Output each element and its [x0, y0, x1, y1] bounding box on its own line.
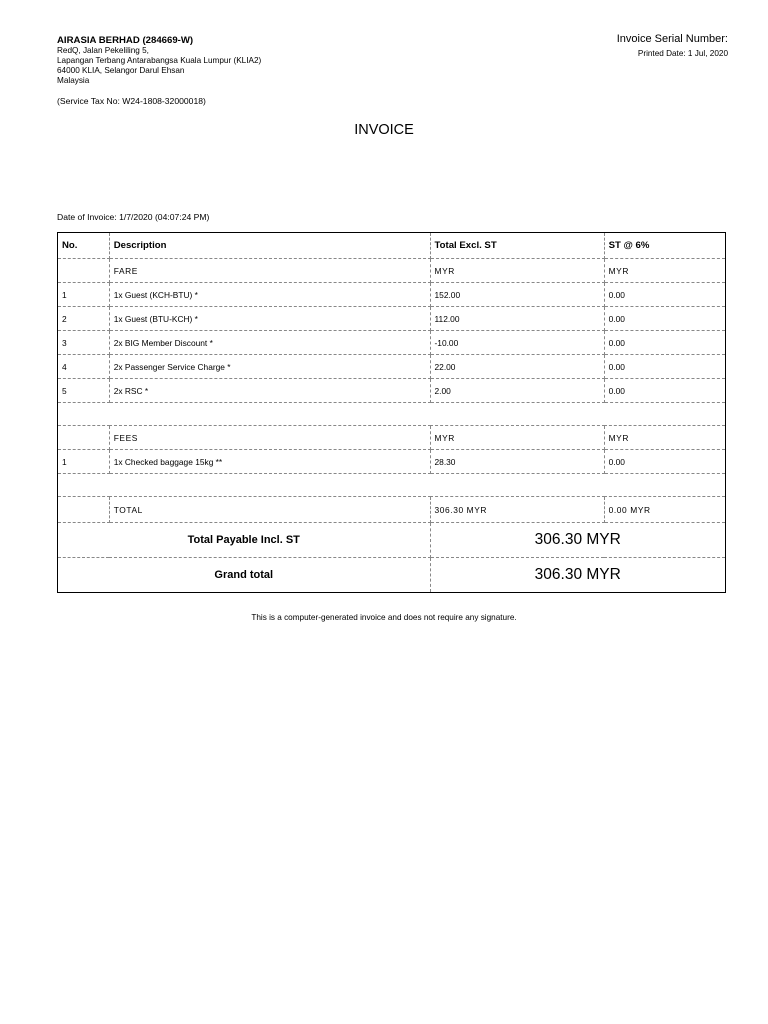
currency-label: MYR — [604, 426, 725, 450]
row-no: 1 — [58, 283, 110, 307]
address-line: Malaysia — [57, 76, 90, 85]
table-row — [58, 331, 726, 355]
address-line: Lapangan Terbang Antarabangsa Kuala Lumpur (KLIA2) — [57, 56, 262, 65]
header-st: ST @ 6% — [604, 233, 725, 259]
row-description: 2x RSC * — [109, 379, 430, 403]
blank-row — [58, 474, 726, 497]
row-total-excl: -10.00 — [430, 331, 604, 355]
grand-total-value: 306.30 MYR — [430, 558, 726, 593]
row-no: 5 — [58, 379, 110, 403]
footer-note: This is a computer-generated invoice and does not require any signature. — [251, 613, 517, 622]
total-label: TOTAL — [109, 497, 430, 523]
invoice-table — [57, 232, 726, 593]
fare-section-row — [58, 259, 726, 283]
grand-total-label: Grand total — [58, 558, 431, 593]
page-title: INVOICE — [354, 122, 414, 138]
total-payable-label: Total Payable Incl. ST — [58, 523, 431, 558]
row-st: 0.00 — [604, 331, 725, 355]
row-total-excl: 112.00 — [430, 307, 604, 331]
total-row — [58, 497, 726, 523]
currency-label: MYR — [430, 426, 604, 450]
total-payable-value: 306.30 MYR — [430, 523, 726, 558]
grand-total-row — [58, 558, 726, 593]
table-row — [58, 307, 726, 331]
row-st: 0.00 — [604, 355, 725, 379]
invoice-serial-label: Invoice Serial Number: — [616, 33, 728, 45]
row-no: 2 — [58, 307, 110, 331]
row-total-excl: 152.00 — [430, 283, 604, 307]
section-label: FEES — [109, 426, 430, 450]
row-total-excl: 28.30 — [430, 450, 604, 474]
row-total-excl: 2.00 — [430, 379, 604, 403]
blank-row — [58, 403, 726, 426]
table-header-row — [58, 233, 726, 259]
row-no: 1 — [58, 450, 110, 474]
row-total-excl: 22.00 — [430, 355, 604, 379]
row-st: 0.00 — [604, 283, 725, 307]
table-row — [58, 355, 726, 379]
row-st: 0.00 — [604, 379, 725, 403]
row-st: 0.00 — [604, 307, 725, 331]
row-description: 1x Guest (BTU-KCH) * — [109, 307, 430, 331]
row-description: 1x Checked baggage 15kg ** — [109, 450, 430, 474]
invoice-date: Date of Invoice: 1/7/2020 (04:07:24 PM) — [57, 212, 210, 222]
total-payable-row — [58, 523, 726, 558]
section-label: FARE — [109, 259, 430, 283]
printed-date: Printed Date: 1 Jul, 2020 — [637, 49, 728, 58]
row-description: 2x Passenger Service Charge * — [109, 355, 430, 379]
total-excl-value: 306.30 MYR — [430, 497, 604, 523]
table-row — [58, 450, 726, 474]
row-no: 4 — [58, 355, 110, 379]
service-tax-number: (Service Tax No: W24-1808-32000018) — [57, 96, 206, 106]
address-line: RedQ, Jalan Pekeliling 5, — [57, 46, 149, 55]
header-total-excl-st: Total Excl. ST — [430, 233, 604, 259]
company-block — [57, 35, 261, 86]
row-description: 2x BIG Member Discount * — [109, 331, 430, 355]
row-no: 3 — [58, 331, 110, 355]
total-st-value: 0.00 MYR — [604, 497, 725, 523]
company-name: AIRASIA BERHAD (284669-W) — [57, 35, 194, 46]
address-line: 64000 KLIA, Selangor Darul Ehsan — [57, 66, 185, 75]
table-row — [58, 379, 726, 403]
header-description: Description — [109, 233, 430, 259]
currency-label: MYR — [430, 259, 604, 283]
currency-label: MYR — [604, 259, 725, 283]
header-no: No. — [58, 233, 110, 259]
row-description: 1x Guest (KCH-BTU) * — [109, 283, 430, 307]
table-row — [58, 283, 726, 307]
row-st: 0.00 — [604, 450, 725, 474]
fees-section-row — [58, 426, 726, 450]
